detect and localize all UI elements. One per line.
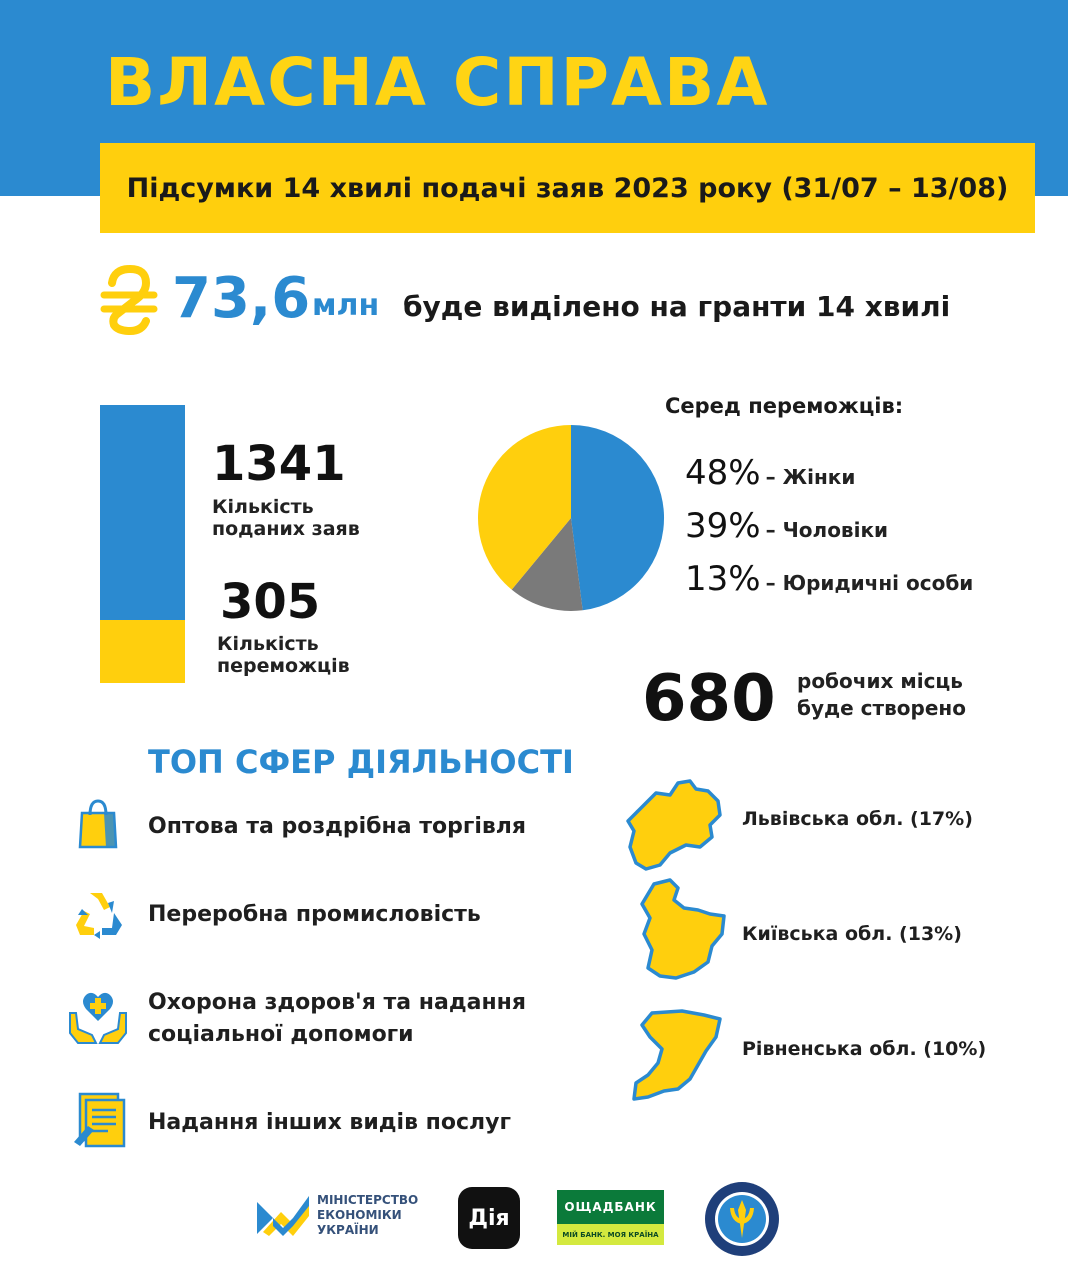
region-label-lviv: Львівська обл. (17%) [742,808,973,830]
winners-label-line1: Кількість [217,633,319,655]
legend-row-women [685,453,855,493]
page-title: ВЛАСНА СПРАВА [105,44,770,121]
sphere-label-services-line1: Надання інших видів послуг [148,1110,511,1135]
jobs-label [797,668,966,722]
pie-chart [476,423,666,613]
ministry-line3: УКРАЇНИ [317,1223,379,1237]
jobs-label-line1: робочих місць [797,669,963,693]
grant-unit: млн [312,288,380,323]
ministry-logo-icon [255,1192,311,1238]
employment-service-seal-icon [703,1180,781,1258]
document-pen-icon [68,1090,128,1150]
legend-row-men [685,506,888,546]
pie-title: Серед переможців: [665,394,904,418]
top-spheres-title: ТОП СФЕР ДІЯЛЬНОСТІ [148,743,574,781]
subtitle: Підсумки 14 хвилі подачі заяв 2023 року (31/07 – 13/08) [126,172,1009,204]
diia-logo: Дія [458,1187,520,1249]
winners-count: 305 [220,574,321,630]
applications-label-line2: поданих заяв [212,518,360,540]
grant-amount: 73,6 [172,266,311,331]
winners-label [217,633,350,677]
ministry-line2: ЕКОНОМІКИ [317,1208,402,1222]
legend-pct-women: 48% [685,453,761,493]
legend-name-women: Жінки [782,465,856,489]
rivne-region-map-icon [628,1000,728,1110]
legend-pct-men: 39% [685,506,761,546]
oschadbank-logo [557,1190,664,1245]
ministry-name [317,1193,418,1238]
applications-count: 1341 [212,436,346,492]
grant-text: буде виділено на гранти 14 хвилі [403,290,951,323]
legend-sep: – [765,465,776,489]
oschadbank-name: ОЩАДБАНК [564,1200,657,1214]
legend-pct-legal: 13% [685,559,761,599]
applications-label [212,496,360,540]
kyiv-region-map-icon [636,876,736,986]
oschadbank-slogan: МІЙ БАНК. МОЯ КРАЇНА [557,1224,664,1245]
winners-label-line2: переможців [217,655,350,677]
legend-sep: – [765,518,776,542]
pie-slice-women [571,425,664,610]
legend-name-legal: Юридичні особи [782,571,974,595]
bar-winners [100,620,185,683]
region-label-kyiv: Київська обл. (13%) [742,923,962,945]
legend-sep: – [765,571,776,595]
bar-applications [100,405,185,620]
ministry-line1: МІНІСТЕРСТВО [317,1193,419,1207]
legend-name-men: Чоловіки [782,518,889,542]
hryvnia-icon [100,263,158,337]
heart-hands-icon [66,983,130,1047]
jobs-number: 680 [642,662,776,736]
sphere-label-processing [148,899,481,931]
subtitle-box [100,143,1035,233]
sphere-label-health-line2: соціальної допомоги [148,1022,414,1047]
legend-row-legal [685,559,973,599]
sphere-label-processing-line1: Переробна промисловість [148,902,481,927]
lviv-region-map-icon [624,770,724,880]
applications-label-line1: Кількість [212,496,314,518]
jobs-label-line2: буде створено [797,696,966,720]
sphere-label-trade [148,811,526,843]
sphere-label-services [148,1107,511,1139]
region-label-rivne: Рівненська обл. (10%) [742,1038,987,1060]
sphere-label-health-line1: Охорона здоров'я та надання [148,990,526,1015]
recycle-icon [68,883,128,943]
sphere-label-health [148,987,526,1051]
shopping-bag-icon [68,793,128,853]
sphere-label-trade-line1: Оптова та роздрібна торгівля [148,814,527,839]
